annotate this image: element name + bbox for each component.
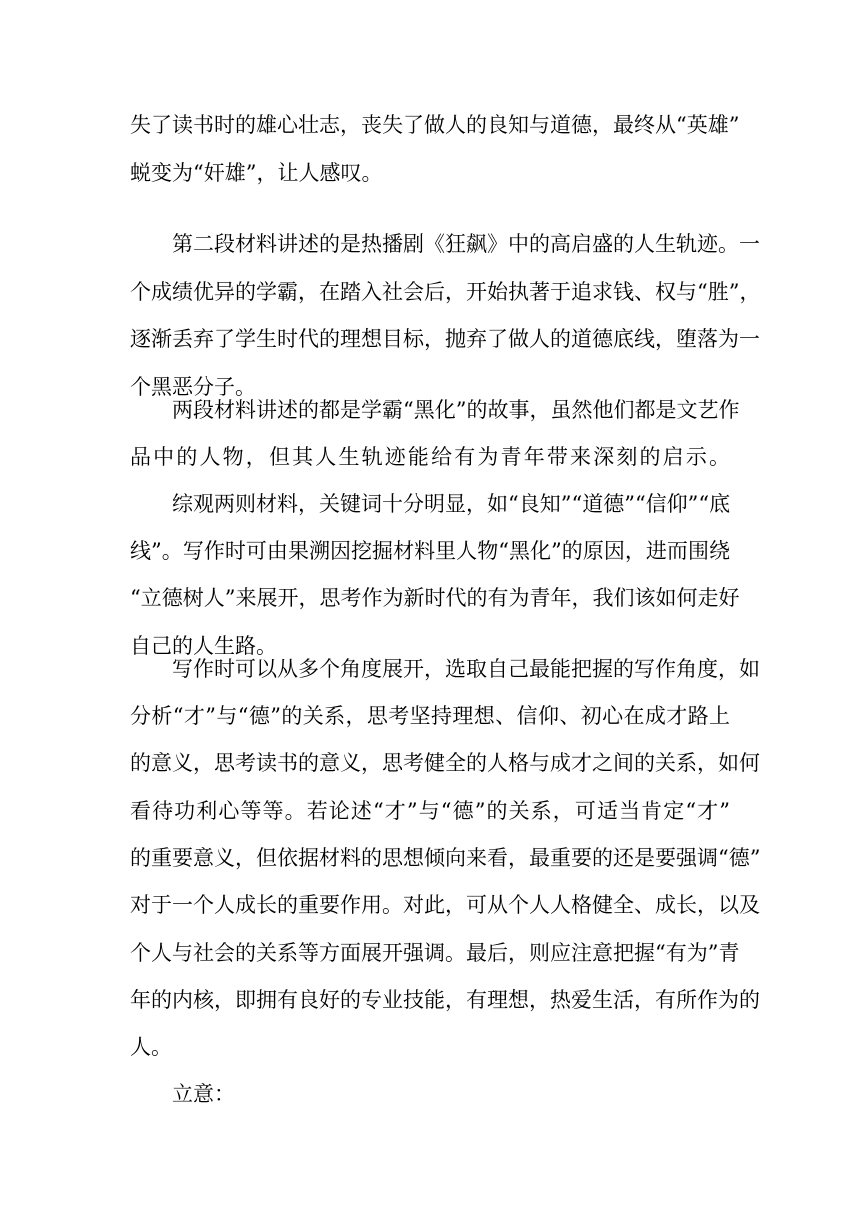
text-line: 第二段材料讲述的是热播剧《狂飙》中的高启盛的人生轨迹。一 bbox=[172, 232, 760, 256]
text-line: 的重要意义，但依据材料的思想倾向来看，最重要的还是要强调“德” bbox=[130, 846, 761, 870]
text-line: 年的内核，即拥有良好的专业技能，有理想，热爱生活，有所作为的 bbox=[130, 988, 760, 1012]
text-line: 个成绩优异的学霸，在踏入社会后，开始执著于追求钱、权与“胜”， bbox=[130, 280, 761, 304]
text-line: 蜕变为“奸雄”，让人感叹。 bbox=[130, 161, 383, 185]
text-line: 品中的人物，但其人生轨迹能给有为青年带来深刻的启示。 bbox=[130, 445, 730, 469]
text-line: 两段材料讲述的都是学霸“黑化”的故事，虽然他们都是文艺作 bbox=[172, 398, 740, 422]
text-line: 分析“才”与“德”的关系，思考坚持理想、信仰、初心在成才路上 bbox=[130, 704, 730, 728]
text-line: 看待功利心等等。若论述“才”与“德”的关系，可适当肯定“才” bbox=[130, 799, 730, 823]
text-line: 个黑恶分子。 bbox=[130, 375, 256, 399]
text-line: 人。 bbox=[130, 1035, 172, 1059]
text-line: 对于一个人成长的重要作用。对此，可从个人人格健全、成长，以及 bbox=[130, 893, 760, 917]
text-line: 的意义，思考读书的意义，思考健全的人格与成才之间的关系，如何 bbox=[130, 751, 760, 775]
text-line: “立德树人”来展开，思考作为新时代的有为青年，我们该如何走好 bbox=[130, 586, 740, 610]
text-line: 个人与社会的关系等方面展开强调。最后，则应注意把握“有为”青 bbox=[130, 941, 740, 965]
text-line: 失了读书时的雄心壮志，丧失了做人的良知与道德，最终从“英雄” bbox=[130, 113, 740, 137]
text-line: 逐渐丢弃了学生时代的理想目标，抛弃了做人的道德底线，堕落为一 bbox=[130, 327, 760, 351]
text-line: 自己的人生路。 bbox=[130, 634, 277, 658]
text-line: 写作时可以从多个角度展开，选取自己最能把握的写作角度，如 bbox=[172, 657, 760, 681]
text-line: 线”。写作时可由果溯因挖掘材料里人物“黑化”的原因，进而围绕 bbox=[130, 539, 730, 563]
text-line: 综观两则材料，关键词十分明显，如“良知”“道德”“信仰”“底 bbox=[172, 492, 731, 516]
text-line: 立意： bbox=[172, 1082, 235, 1106]
